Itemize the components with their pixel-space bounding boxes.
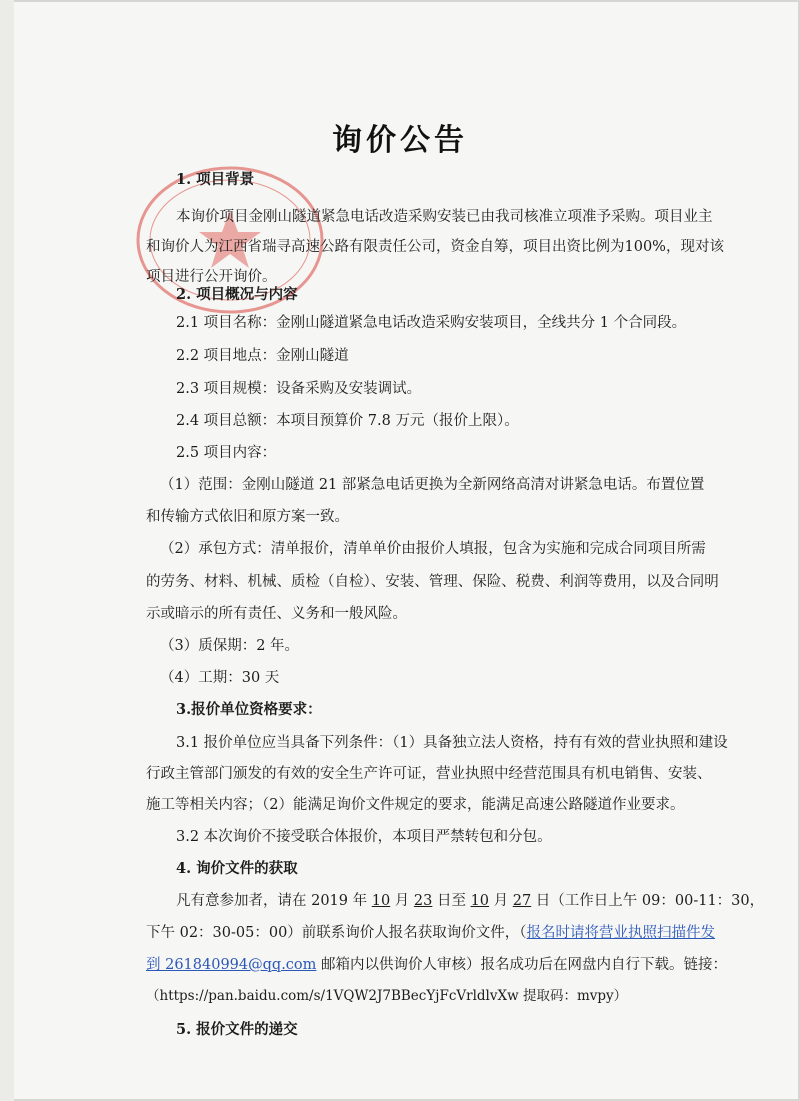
section-1-heading: 1. 项目背景 bbox=[176, 171, 255, 188]
paragraph-line: 和询价人为江西省瑞寻高速公路有限责任公司，资金自筹，项目出资比例为100%，现对该 bbox=[146, 239, 724, 255]
paragraph-line: 3.2 本次询价不接受联合体报价，本项目严禁转包和分包。 bbox=[176, 829, 552, 845]
paragraph-line: （1）范围：金刚山隧道 21 部紧急电话更换为全新网络高清对讲紧急电话。布置位置 bbox=[160, 477, 705, 493]
email-link[interactable]: 报名时请将营业执照扫描件发 bbox=[526, 925, 716, 941]
paragraph-line: （4）工期：30 天 bbox=[160, 670, 280, 686]
text: 月 bbox=[390, 893, 414, 909]
list-item: 2.5 项目内容： bbox=[176, 445, 277, 461]
section-4-heading: 4. 询价文件的获取 bbox=[176, 860, 298, 877]
date-month-end: 10 bbox=[470, 893, 490, 909]
paragraph-line: （3）质保期：2 年。 bbox=[160, 638, 300, 654]
text: 月 bbox=[489, 893, 513, 909]
paragraph-line: 本询价项目金刚山隧道紧急电话改造采购安装已由我司核准立项准予采购。项目业主 bbox=[176, 209, 713, 225]
section-2-heading: 2. 项目概况与内容 bbox=[176, 286, 298, 303]
paragraph-line: 示或暗示的所有责任、义务和一般风险。 bbox=[146, 606, 407, 622]
text: 日（工作日上午 09：00-11：30， bbox=[531, 893, 765, 909]
text: 凡有意参加者，请在 2019 年 bbox=[176, 893, 372, 909]
list-item: 2.3 项目规模：设备采购及安装调试。 bbox=[176, 381, 422, 397]
page-title: 询价公告 bbox=[332, 123, 468, 158]
date-month-start: 10 bbox=[371, 893, 391, 909]
date-day-start: 23 bbox=[413, 893, 433, 909]
paragraph-line: 行政主管部门颁发的有效的安全生产许可证，营业执照中经营范围具有机电销售、安装、 bbox=[146, 766, 712, 782]
section-5-heading: 5. 报价文件的递交 bbox=[176, 1021, 298, 1038]
text: 邮箱内以供询价人审核）报名成功后在网盘内自行下载。链接： bbox=[316, 957, 728, 973]
text: 下午 02：30-05：00）前联系询价人报名获取询价文件，（ bbox=[146, 925, 527, 941]
paragraph-line: 的劳务、材料、机械、质检（自检）、安装、管理、保险、税费、利润等费用，以及合同明 bbox=[146, 574, 719, 590]
download-link-line[interactable]: （https://pan.baidu.com/s/1VQW2J7BBecYjFcVrldlvXw 提取码：mvpy） bbox=[146, 988, 628, 1004]
email-link[interactable]: 到 261840994@qq.com bbox=[146, 957, 317, 973]
list-item: 2.1 项目名称：金刚山隧道紧急电话改造采购安装项目，全线共分 1 个合同段。 bbox=[176, 315, 687, 331]
list-item: 2.4 项目总额：本项目预算价 7.8 万元（报价上限）。 bbox=[176, 413, 519, 429]
paragraph-line bbox=[146, 921, 715, 942]
paragraph-line: 施工等相关内容；（2）能满足询价文件规定的要求，能满足高速公路隧道作业要求。 bbox=[146, 797, 685, 813]
paragraph-line bbox=[176, 889, 764, 910]
paragraph-line: 项目进行公开询价。 bbox=[146, 269, 277, 285]
section-3-heading: 3.报价单位资格要求： bbox=[176, 701, 322, 718]
paragraph-line: 3.1 报价单位应当具备下列条件：（1）具备独立法人资格，持有有效的营业执照和建设 bbox=[176, 735, 728, 751]
text: 日至 bbox=[432, 893, 471, 909]
date-day-end: 27 bbox=[512, 893, 532, 909]
paragraph-line: 和传输方式依旧和原方案一致。 bbox=[146, 509, 349, 525]
paragraph-line bbox=[146, 953, 727, 974]
list-item: 2.2 项目地点：金刚山隧道 bbox=[176, 348, 349, 364]
paragraph-line: （2）承包方式：清单报价，清单单价由报价人填报，包含为实施和完成合同项目所需 bbox=[160, 541, 706, 557]
